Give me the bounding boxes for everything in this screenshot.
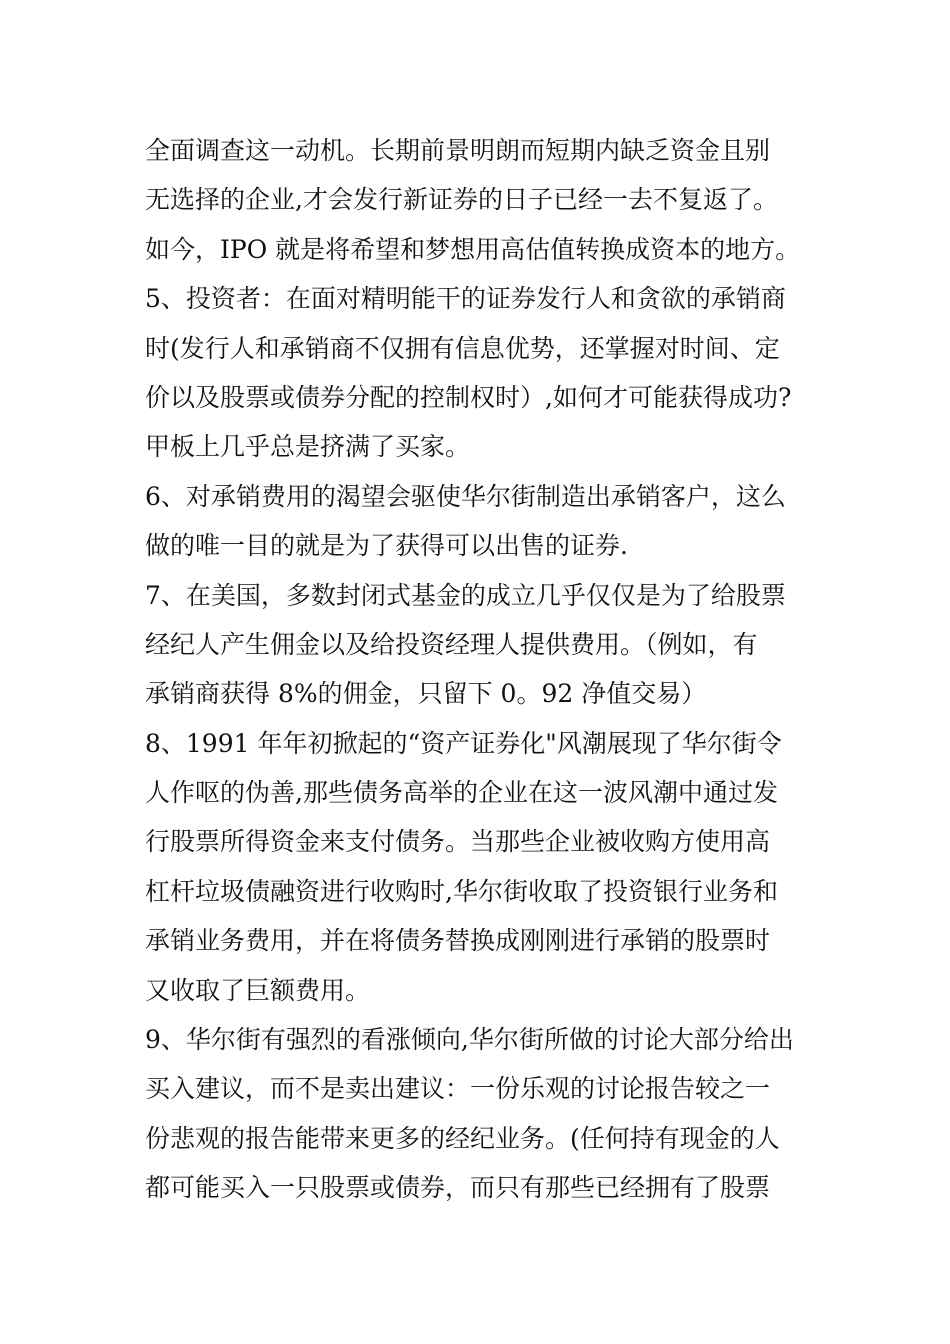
text-line: 时(发行人和承销商不仅拥有信息优势，还掌握对时间、定 <box>145 333 780 363</box>
text-line: 7、在美国，多数封闭式基金的成立几乎仅仅是为了给股票 <box>145 580 786 610</box>
text-line: 又收取了巨额费用。 <box>145 975 371 1005</box>
text-line: 如今，IPO 就是将希望和梦想用高估值转换成资本的地方。 <box>145 234 801 264</box>
text-line: 行股票所得资金来支付债务。当那些企业被收购方使用高 <box>145 827 771 857</box>
text-line: 8、1991 年年初掀起的“资产证券化"风潮展现了华尔街令 <box>145 728 782 758</box>
text-line: 人作呕的伪善,那些债务高举的企业在这一波风潮中通过发 <box>145 778 778 808</box>
text-line: 承销业务费用，并在将债务替换成刚刚进行承销的股票时 <box>145 926 771 956</box>
text-line: 都可能买入一只股票或债券，而只有那些已经拥有了股票 <box>145 1173 771 1203</box>
text-line: 经纪人产生佣金以及给投资经理人提供费用。（例如，有 <box>145 629 758 659</box>
text-line: 甲板上几乎总是挤满了买家。 <box>145 432 471 462</box>
text-line: 杠杆垃圾债融资进行收购时,华尔街收取了投资银行业务和 <box>145 876 778 906</box>
text-line: 5、投资者：在面对精明能干的证券发行人和贪欲的承销商 <box>145 284 786 314</box>
text-line: 份悲观的报告能带来更多的经纪业务。(任何持有现金的人 <box>145 1123 780 1153</box>
text-line: 6、对承销费用的渴望会驱使华尔街制造出承销客户，这么 <box>145 481 786 511</box>
text-line: 9、华尔街有强烈的看涨倾向,华尔街所做的讨论大部分给出 <box>145 1025 794 1055</box>
text-line: 无选择的企业,才会发行新证券的日子已经一去不复返了。 <box>145 185 778 215</box>
text-line: 价以及股票或债券分配的控制权时）,如何才可能获得成功? <box>145 382 792 412</box>
document-text <box>145 126 815 1213</box>
text-line: 买入建议，而不是卖出建议：一份乐观的讨论报告较之一 <box>145 1074 771 1104</box>
text-line: 全面调查这一动机。长期前景明朗而短期内缺乏资金且别 <box>145 136 771 165</box>
text-line: 承销商获得 8%的佣金，只留下 0。92 净值交易） <box>145 679 707 709</box>
text-line: 做的唯一目的就是为了获得可以出售的证券. <box>145 531 628 561</box>
